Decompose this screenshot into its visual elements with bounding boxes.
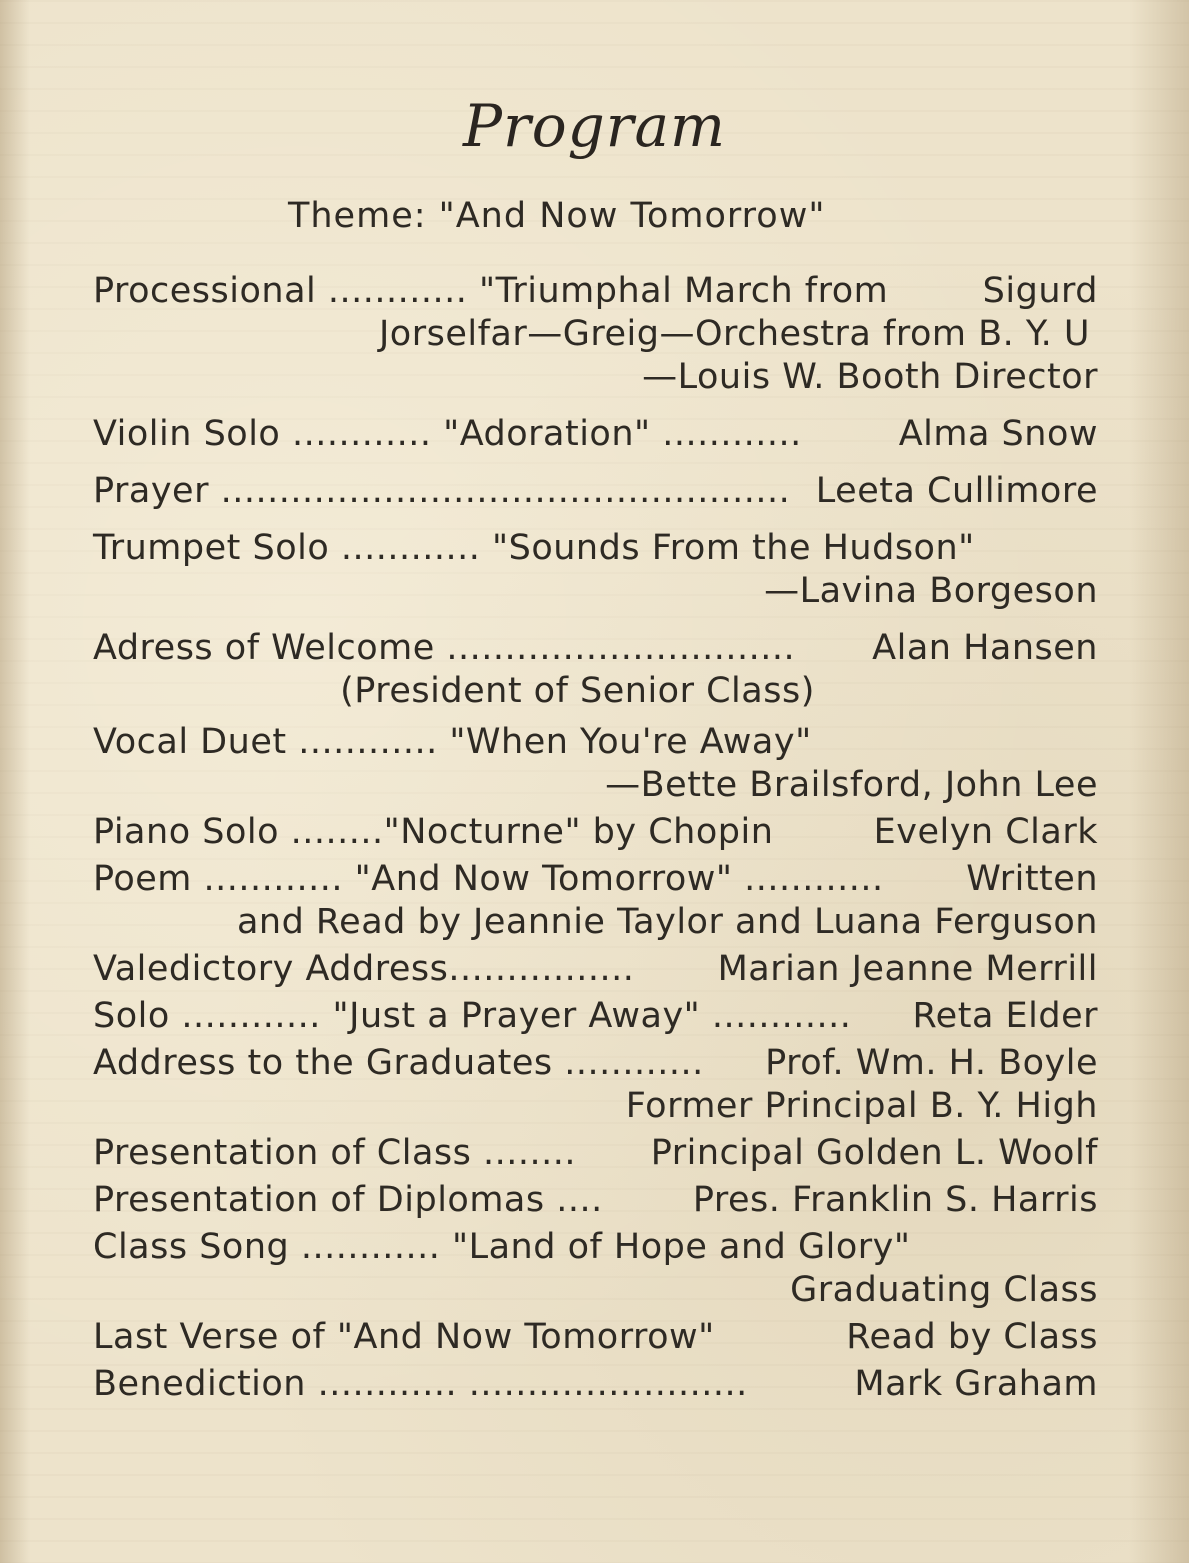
item-right: Principal Golden L. Woolf [650,1133,1098,1173]
item-left: Poem ............ "And Now Tomorrow" ............ [93,859,884,899]
program-title: Program [462,92,727,160]
item-left: Violin Solo ............ "Adoration" ............ [93,414,802,454]
item-right: Pres. Franklin S. Harris [692,1180,1098,1220]
item-left: Last Verse of "And Now Tomorrow" [93,1317,715,1357]
program-item-piano-solo [93,811,1098,854]
program-item-continuation [93,356,1098,399]
item-text: Graduating Class [790,1270,1098,1310]
item-text: Former Principal B. Y. High [625,1086,1098,1126]
item-text: —Louis W. Booth Director [642,357,1098,397]
program-item-prayer [93,470,1098,513]
item-left: Benediction ............ ........................ [93,1364,748,1404]
program-item-welcome-address [93,627,1098,670]
item-right: Leeta Cullimore [815,471,1098,511]
page-edge-shadow-left [0,0,30,1563]
item-text: —Lavina Borgeson [764,571,1098,611]
program-item-trumpet-solo [93,527,1098,570]
program-item-diplomas [93,1179,1098,1222]
item-left: Adress of Welcome .............................. [93,628,796,668]
program-item-continuation [93,570,1098,613]
program-item-continuation [93,670,1098,713]
item-left: Presentation of Class ........ [93,1133,577,1173]
item-left: Processional ............ "Triumphal March from [93,271,889,311]
item-right: Marian Jeanne Merrill [717,949,1098,989]
program-item-continuation [93,313,1098,356]
program-item-vocal-duet [93,721,1098,764]
item-left: Address to the Graduates ............ [93,1043,704,1083]
item-text: (President of Senior Class) [340,671,815,711]
item-right: Written [966,859,1098,899]
program-item-benediction [93,1363,1098,1406]
item-right: Read by Class [846,1317,1098,1357]
program-item-class-presentation [93,1132,1098,1175]
program-item-solo [93,995,1098,1038]
item-left: Presentation of Diplomas .... [93,1180,603,1220]
page-edge-shadow-right [1129,0,1189,1563]
program-item-valedictory [93,948,1098,991]
item-right: Reta Elder [912,996,1098,1036]
item-left: Valedictory Address................ [93,949,635,989]
item-left: Prayer ................................................. [93,471,791,511]
program-item-violin-solo [93,413,1098,456]
program-item-continuation [93,1085,1098,1128]
item-right: Mark Graham [854,1364,1098,1404]
program-item-class-song [93,1226,1098,1269]
item-left: Piano Solo ........"Nocturne" by Chopin [93,812,774,852]
item-text: —Bette Brailsford, John Lee [605,765,1098,805]
item-left: Trumpet Solo ............ "Sounds From the Hudson" [93,528,975,568]
item-right: Prof. Wm. H. Boyle [765,1043,1098,1083]
item-text: and Read by Jeannie Taylor and Luana Ferguson [236,902,1098,942]
program-list [93,270,1098,1406]
program-item-continuation [93,764,1098,807]
item-left: Solo ............ "Just a Prayer Away" ............ [93,996,852,1036]
item-right: Alan Hansen [872,628,1098,668]
program-item-continuation [93,1269,1098,1312]
item-left: Class Song ............ "Land of Hope and Glory" [93,1227,911,1267]
program-item-last-verse [93,1316,1098,1359]
item-right: Alma Snow [898,414,1098,454]
program-item-processional [93,270,1098,313]
item-right: Evelyn Clark [873,812,1098,852]
theme-line: Theme: "And Now Tomorrow" [288,196,826,236]
item-left: Vocal Duet ............ "When You're Away" [93,722,812,762]
program-item-poem [93,858,1098,901]
item-text: Jorselfar—Greig—Orchestra from B. Y. U [378,314,1090,354]
item-right: Sigurd [982,271,1098,311]
program-item-continuation [93,901,1098,944]
program-item-graduates-address [93,1042,1098,1085]
